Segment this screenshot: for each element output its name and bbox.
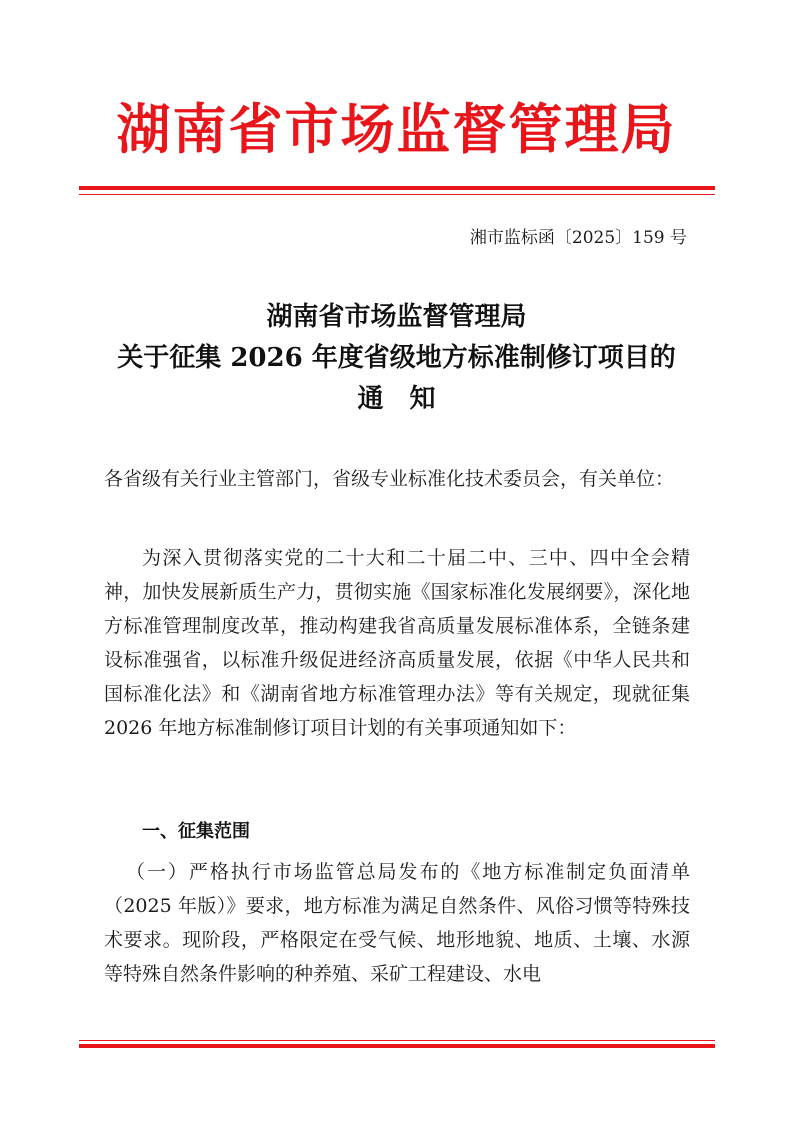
footer-red-rule-thin (79, 1040, 715, 1041)
paragraph-intro: 为深入贯彻落实党的二十大和二十届二中、三中、四中全会精神，加快发展新质生产力，贯彻实施《国家标准化发展纲要》，深化地方标准管理制度改革，推动构建我省高质量发展标准体系，全链条建设标准强省，以标准升级促进经济高质量发展，依据《中华人民共和国标准化法》和《湖南省地方标准管理办法》等有关规定，现就征集 2026 年地方标准制修订项目计划的有关事项通知如下： (104, 547, 690, 739)
salutation: 各省级有关行业主管部门，省级专业标准化技术委员会，有关单位： (104, 468, 675, 490)
title-line-1: 湖南省市场监督管理局 (266, 302, 527, 332)
section-heading-scope: 一、征集范围 (142, 821, 250, 842)
title-line-2: 关于征集 2026 年度省级地方标准制修订项目的 (117, 343, 676, 373)
agency-letterhead: 湖南省市场监督管理局 (116, 97, 677, 161)
footer-red-rule-thick (79, 1044, 715, 1048)
paragraph-scope-1: （一）严格执行市场监管总局发布的《地方标准制定负面清单（2025 年版）》要求，地方标准为满足自然条件、风俗习惯等特殊技术要求。现阶段，严格限定在受气候、地形地貌、地质、土壤、水源等特殊自然条件影响的种养殖、采矿工程建设、水电 (104, 861, 690, 985)
header-red-rule-thin (79, 194, 715, 195)
document-number: 湘市监标函〔2025〕159 号 (469, 228, 687, 248)
title-line-3: 通知 (357, 384, 462, 414)
header-red-rule-thick (79, 186, 715, 190)
